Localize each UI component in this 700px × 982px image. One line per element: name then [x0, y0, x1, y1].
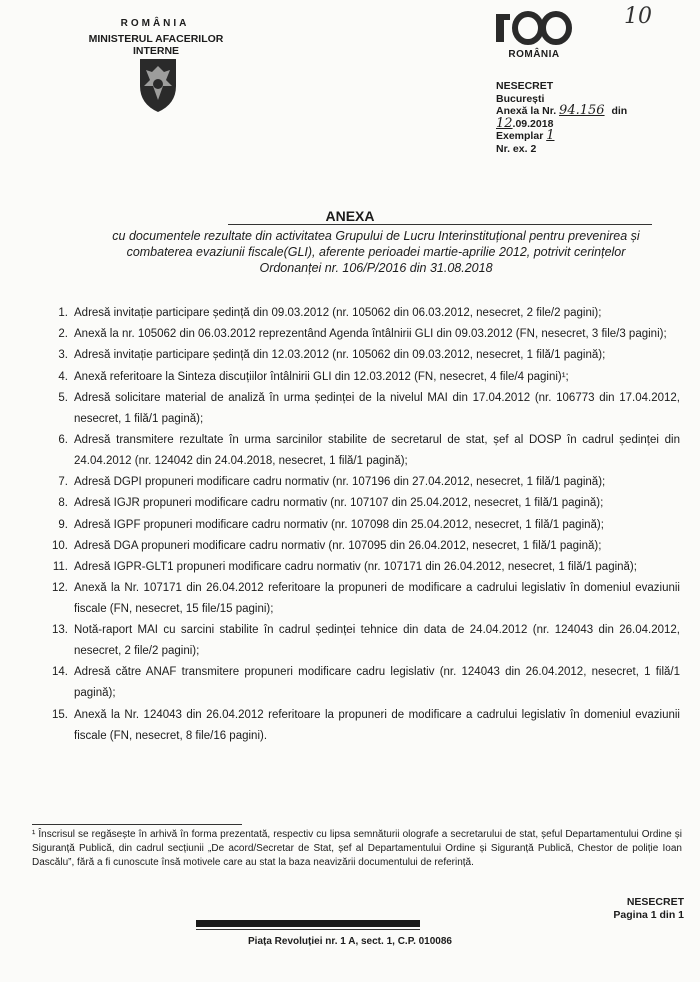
list-item [40, 557, 680, 578]
annex-number: 94.156 [559, 103, 605, 118]
list-item [40, 324, 680, 345]
list-item [40, 515, 680, 536]
logo-caption: ROMÂNIA [508, 49, 560, 60]
document-list [40, 303, 680, 747]
list-item-number: 13. [52, 624, 68, 637]
list-item-number: 4. [58, 370, 68, 383]
document-subtitle: cu documentele rezultate din activitatea Grupului de Lucru Interinstituțional pentru prevenirea și combaterea evaziunii fiscale(GLI), aferente perioadei martie-aprilie 2012, potrivit cerințelor Ordonanței nr. 106/P/2016 din 31.08.2018 [112, 229, 640, 275]
list-item [40, 303, 680, 324]
list-item-number: 14. [52, 666, 68, 679]
list-item-number: 3. [58, 349, 68, 362]
list-item-text: Anexă referitoare la Sinteza discuțiilor întâlnirii GLI din 12.03.2012 (FN, nesecret, 4 file/4 pagini)¹; [74, 370, 569, 383]
list-item-text: Adresă solicitare material de analiză în urma ședinței de la nivelul MAI din 17.04.2012 (nr. 106773 din 17.04.2012, nesecret, 1 filă/1 pagină); [74, 391, 680, 425]
list-item-number: 9. [58, 518, 68, 531]
list-item [40, 388, 680, 430]
page-number: Pagina 1 din 1 [613, 909, 684, 921]
list-item-number: 10. [52, 539, 68, 552]
list-item-text: Anexă la Nr. 107171 din 26.04.2012 referitoare la propuneri de modificare a cadrului legislativ în domeniul evaziunii fiscale (FN, nesecret, 15 file/15 pagini); [74, 582, 680, 616]
coat-of-arms-icon [136, 56, 180, 114]
annex-reference [496, 105, 627, 118]
annex-prefix: Anexă la Nr. [496, 105, 557, 117]
list-item-text: Anexă la Nr. 124043 din 26.04.2012 referitoare la propuneri de modificare a cadrului legislativ în domeniul evaziunii fiscale (FN, nesecret, 8 file/16 pagini). [74, 708, 680, 742]
list-item-text: Anexă la nr. 105062 din 06.03.2012 reprezentând Agenda întâlnirii GLI din 09.03.2012 (FN, nesecret, 3 file/3 pagini); [74, 328, 667, 341]
list-item [40, 430, 680, 472]
footer-address: Piața Revoluției nr. 1 A, sect. 1, C.P. 010086 [248, 936, 452, 947]
list-item-text: Adresă transmitere rezultate în urma sarcinilor stabilite de secretarul de stat, șef al DOSP în cadrul ședinței din 24.04.2012 (nr. 124042 din 24.04.2018, nesecret, 1 filă/1 pagină); [74, 433, 680, 467]
list-item-text: Adresă DGA propuneri modificare cadru normativ (nr. 107095 din 26.04.2012, nesecret, 1 filă/1 pagină); [74, 539, 602, 552]
list-item [40, 578, 680, 620]
list-item-text: Notă-raport MAI cu sarcini stabilite în cadrul ședinței tehnice din data de 24.04.2012 (nr. 124043 din 26.04.2012, nesecret, 2 file/2 pagini); [74, 624, 680, 658]
list-item [40, 662, 680, 704]
list-item-number: 2. [58, 328, 68, 341]
list-item [40, 345, 680, 366]
annex-suffix: din [611, 105, 628, 117]
ministry-name: MINISTERUL AFACERILOR INTERNE [88, 33, 224, 57]
list-item-text: Adresă IGPR-GLT1 propuneri modificare cadru normativ (nr. 107171 din 26.04.2012, nesecret, 1 filă/1 pagină); [74, 560, 637, 573]
list-item-text: Adresă IGJR propuneri modificare cadru normativ (nr. 107107 din 25.04.2012, nesecret, 1 filă/1 pagină); [74, 497, 604, 510]
copy-label: Exemplar [496, 130, 544, 142]
footer-rule [196, 929, 420, 930]
country-name: ROMÂNIA [120, 18, 190, 29]
romania-100-logo [494, 10, 574, 60]
list-item-number: 15. [52, 708, 68, 721]
list-item-number: 12. [52, 582, 68, 595]
list-item-text: Adresă invitație participare ședință din 12.03.2012 (nr. 105062 din 09.03.2012, nesecret, 1 filă/1 pagină); [74, 349, 606, 362]
date-day: 12 [496, 115, 513, 131]
list-item-text: Adresă DGPI propuneri modificare cadru normativ (nr. 107196 din 27.04.2012, nesecret, 1 filă/1 pagină); [74, 476, 606, 489]
handwritten-page-annotation: 10 [624, 4, 652, 29]
document-metadata [496, 80, 627, 155]
document-date [496, 115, 627, 131]
list-item-number: 6. [58, 433, 68, 446]
footnote: ¹ Înscrisul se regăsește în arhivă în forma prezentată, respectiv cu lipsa semnăturii olografe a secretarului de stat, șeful Departamentului Ordine și Siguranță Publică, din cadrul secțiunii „De acord/Secretar de Stat, șef al Departamentului Ordine și Siguranță Publică, Chestor de poliție Ioan Dascălu”, fără a fi cunoscute însă motivele care au stat la baza neavizării documentului de referință. [32, 829, 682, 868]
list-item-number: 7. [58, 476, 68, 489]
list-item-number: 5. [58, 391, 68, 404]
centenary-logo-icon [494, 10, 574, 46]
list-item-number: 1. [58, 307, 68, 319]
list-item [40, 367, 680, 388]
title-underline [228, 224, 652, 225]
footnote-divider [32, 824, 242, 825]
list-item [40, 493, 680, 514]
list-item-text: Adresă invitație participare ședință din 09.03.2012 (nr. 105062 din 06.03.2012, nesecret, 2 file/2 pagini); [74, 307, 602, 319]
list-item [40, 472, 680, 493]
list-item-text: Adresă către ANAF transmitere propuneri modificare cadru legislativ (nr. 124043 din 26.04.2012, nesecret, 1 filă/1 pagină); [74, 666, 680, 700]
city-label: București [496, 92, 545, 105]
date-rest: .09.2018 [512, 117, 554, 130]
footer-bar [196, 920, 420, 927]
list-item [40, 536, 680, 557]
copy-reference [496, 130, 627, 143]
footer-classification: NESECRET [626, 896, 684, 908]
list-item [40, 705, 680, 747]
classification-label: NESECRET [496, 80, 554, 92]
list-item [40, 620, 680, 662]
list-item-number: 8. [58, 497, 68, 510]
list-item-text: Adresă IGPF propuneri modificare cadru normativ (nr. 107098 din 25.04.2012, nesecret, 1 filă/1 pagină); [74, 518, 604, 531]
copies-count: Nr. ex. 2 [496, 142, 537, 155]
document-title: ANEXA [325, 208, 375, 224]
list-item-number: 11. [52, 560, 68, 573]
copy-number: 1 [546, 128, 555, 143]
